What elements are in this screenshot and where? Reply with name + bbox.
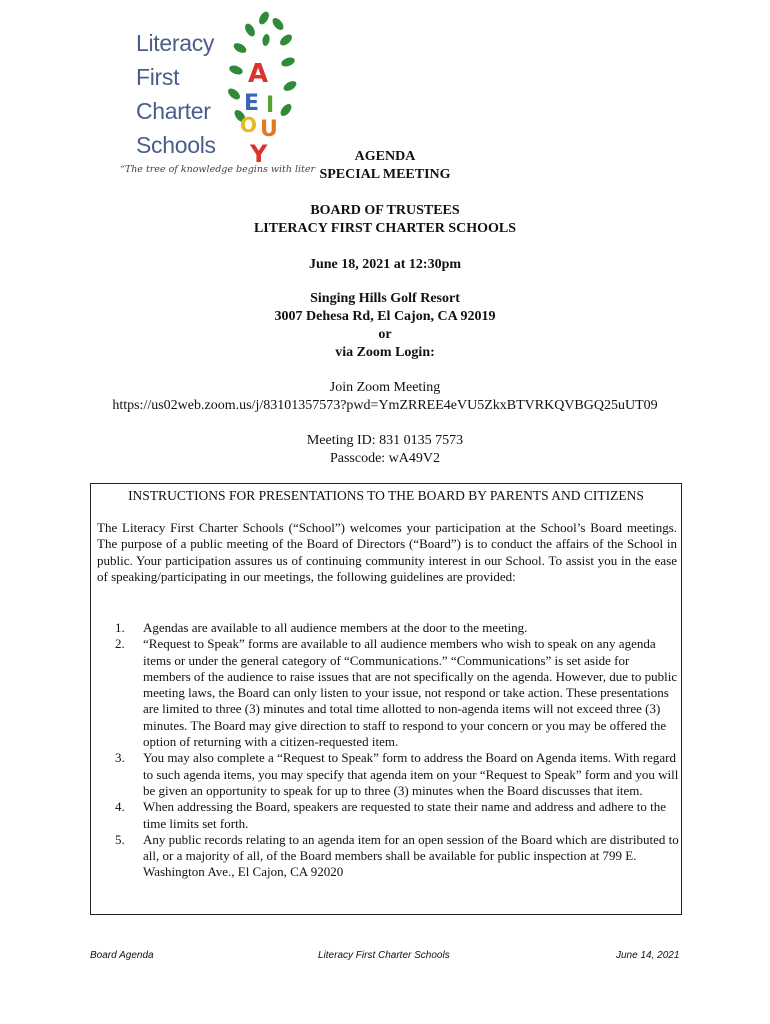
list-item-number: 1. [115,620,125,635]
tree-letter-y: Y [250,140,268,168]
list-item [97,799,679,832]
zoom-url-link[interactable]: https://us02web.zoom.us/j/83101357573?pwd=YmZRREE4eVU5ZkxBTVRKQVBGQ25uUT09 [112,398,658,413]
board-heading [0,202,770,238]
venue-address: 3007 Dehesa Rd, El Cajon, CA 92019 [274,309,496,324]
agenda-title: AGENDA [354,149,416,164]
join-zoom-label: Join Zoom Meeting [329,380,441,395]
tree-letter-i: I [266,93,275,118]
footer-center: Literacy First Charter Schools [318,950,450,961]
list-item-number: 5. [115,831,125,847]
list-item-text: When addressing the Board, speakers are requested to state their name and address and adhere to the time limits set forth. [143,799,667,831]
list-item [97,750,679,799]
tree-letter-e: E [244,91,260,116]
list-item-number: 2. [115,636,125,652]
meeting-id: Meeting ID: 831 0135 7573 [306,433,464,448]
footer-left: Board Agenda [90,950,154,961]
logo-line-2: First [136,64,180,90]
venue-name: Singing Hills Golf Resort [310,291,460,306]
list-item [97,620,679,636]
tree-letter-a: A [248,59,269,89]
zoom-login-label: via Zoom Login: [335,345,435,360]
logo-wordmark [136,26,216,162]
footer-right: June 14, 2021 [616,950,680,961]
meeting-datetime: June 18, 2021 at 12:30pm [308,257,462,272]
meeting-type: SPECIAL MEETING [319,167,451,182]
zoom-block [0,379,770,415]
or-separator: or [378,327,392,342]
logo-tagline: “The tree of knowledge begins with liter [120,164,316,175]
logo-line-4: Schools [136,132,216,158]
location-block [0,290,770,362]
list-item-text: You may also complete a “Request to Speak” form to address the Board on Agenda items. With regard to such agenda items, you may specify that agenda item on your “Request to Speak” form and you will be given an opportunity to speak for up to three (3) minutes when the Board discusses that item. [143,750,679,798]
org-title: LITERACY FIRST CHARTER SCHOOLS [253,221,517,236]
instructions-list [97,620,679,881]
board-title: BOARD OF TRUSTEES [310,203,460,218]
instructions-title: INSTRUCTIONS FOR PRESENTATIONS TO THE BOARD BY PARENTS AND CITIZENS [128,488,644,503]
tree-letter-u: U [260,117,278,142]
list-item-text: “Request to Speak” forms are available to all audience members who wish to speak on any agenda items or under the general category of “Communications.” “Communications” is set aside for members of the audience to raise issues that are not specifically on the agenda. However, due to public meeting laws, the Board can only listen to your issue, not respond or take action. These presentations are limited to three (3) minutes and total time allotted to non-agenda items will not exceed three (3) minutes. The Board may give direction to staff to respond to your concern or you may be offered the option of returning with a citizen-requested item. [143,636,678,750]
logo-line-3: Charter [136,98,211,124]
list-item-text: Agendas are available to all audience members at the door to the meeting. [143,620,528,635]
logo-line-1: Literacy [136,30,215,56]
zoom-credentials [0,432,770,468]
list-item-text: Any public records relating to an agenda item for an open session of the Board which are distributed to all, or a majority of all, of the Board members shall be available for public inspection at 799 E. Washington Ave., El Cajon, CA 92020 [143,831,679,880]
list-item [97,832,679,881]
tree-letter-o: O [240,113,258,137]
agenda-heading [0,148,770,184]
instructions-intro: The Literacy First Charter Schools (“School”) welcomes your participation at the School’s Board meetings. The purpose of a public meeting of the Board of Directors (“Board”) is to conduct the affairs of the School in public. Your participation assures us of continuing community interest in our School. To assist you in the ease of speaking/participating in our meetings, the following guidelines are provided: [97,520,677,584]
list-item-number: 4. [115,799,125,815]
list-item-number: 3. [115,750,125,766]
instructions-box [90,483,682,915]
passcode: Passcode: wA49V2 [329,451,441,466]
list-item [97,636,679,750]
